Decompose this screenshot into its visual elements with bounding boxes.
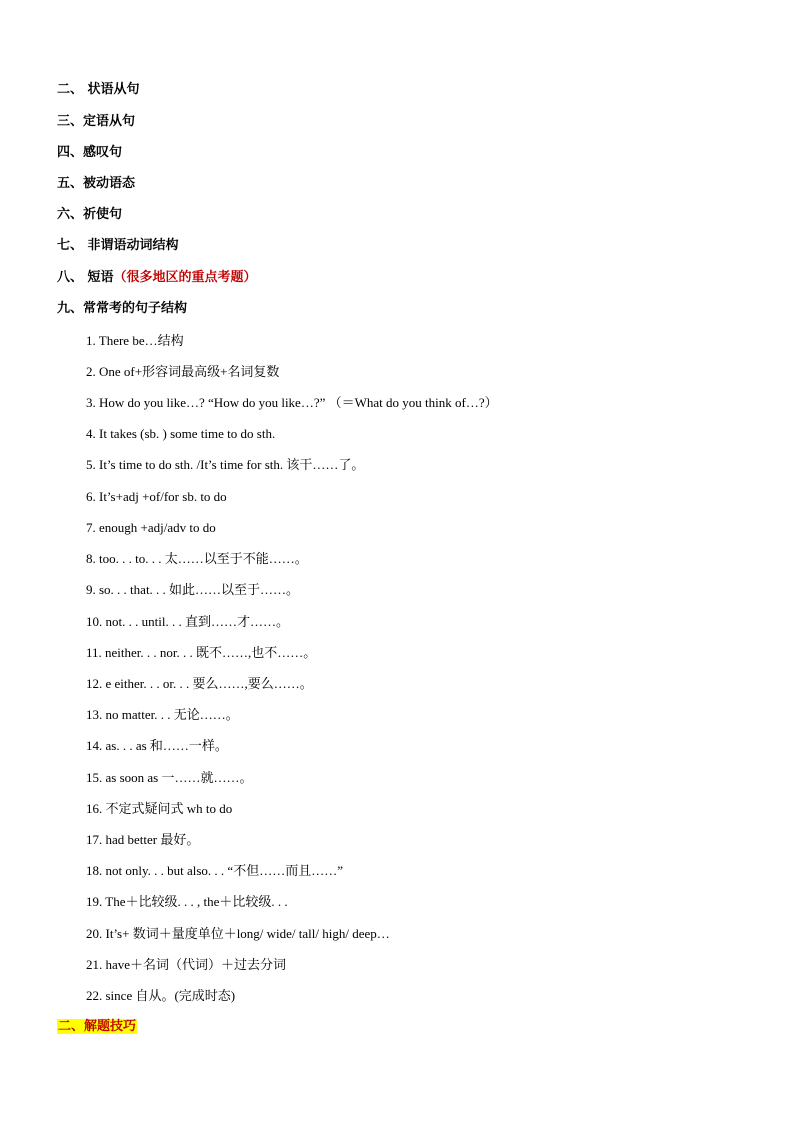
list-item: 20. It’s+ 数词＋量度单位＋long/ wide/ tall/ high/ deep… (86, 926, 390, 941)
list-item: 2. One of+形容词最高级+名词复数 (86, 364, 280, 379)
list-item: 22. since 自从。(完成时态) (86, 988, 236, 1003)
list-item: 4. It takes (sb. ) some time to do sth. (86, 426, 276, 441)
heading-sentence-structures: 九、常常考的句子结构 (57, 301, 188, 316)
list-item: 1. There be…结构 (86, 333, 184, 348)
heading-solving-tips-label: 二、解题技巧 (58, 1019, 137, 1034)
list-item: 11. neither. . . nor. . . 既不……,也不……。 (86, 645, 317, 660)
heading-exclamatory-sentence: 四、感叹句 (57, 145, 123, 160)
list-item: 15. as soon as 一……就……。 (86, 770, 253, 785)
list-item: 14. as. . . as 和……一样。 (86, 738, 228, 753)
heading-phrases-label: 八、 短语 (57, 270, 114, 285)
heading-nonfinite-verb: 七、 非谓语动词结构 (57, 238, 179, 253)
heading-imperative-sentence: 六、祈使句 (57, 207, 123, 222)
list-item: 3. How do you like…? “How do you like…?” （＝What do you think of…?） (86, 395, 498, 410)
heading-solving-tips (57, 1015, 137, 1039)
list-item: 7. enough +adj/adv to do (86, 520, 216, 535)
list-item: 12. e either. . . or. . . 要么……,要么……。 (86, 676, 313, 691)
list-item: 8. too. . . to. . . 太……以至于不能……。 (86, 551, 308, 566)
list-item: 13. no matter. . . 无论……。 (86, 707, 239, 722)
heading-adverbial-clause: 二、 状语从句 (57, 82, 140, 97)
list-item: 21. have＋名词（代词）＋过去分词 (86, 957, 287, 972)
list-item: 17. had better 最好。 (86, 832, 200, 847)
heading-phrases (57, 266, 257, 290)
list-item: 5. It’s time to do sth. /It’s time for sth. 该干……了。 (86, 457, 365, 472)
list-item: 16. 不定式疑问式 wh to do (86, 801, 233, 816)
list-item: 9. so. . . that. . . 如此……以至于……。 (86, 582, 300, 597)
heading-passive-voice: 五、被动语态 (57, 176, 136, 191)
list-item: 10. not. . . until. . . 直到……才……。 (86, 614, 289, 629)
list-item: 18. not only. . . but also. . . “不但……而且……” (86, 863, 343, 878)
list-item: 19. The＋比较级. . . , the＋比较级. . . (86, 894, 288, 909)
heading-phrases-note: （很多地区的重点考题） (113, 270, 257, 285)
list-item: 6. It’s+adj +of/for sb. to do (86, 489, 227, 504)
heading-attributive-clause: 三、定语从句 (57, 114, 136, 129)
